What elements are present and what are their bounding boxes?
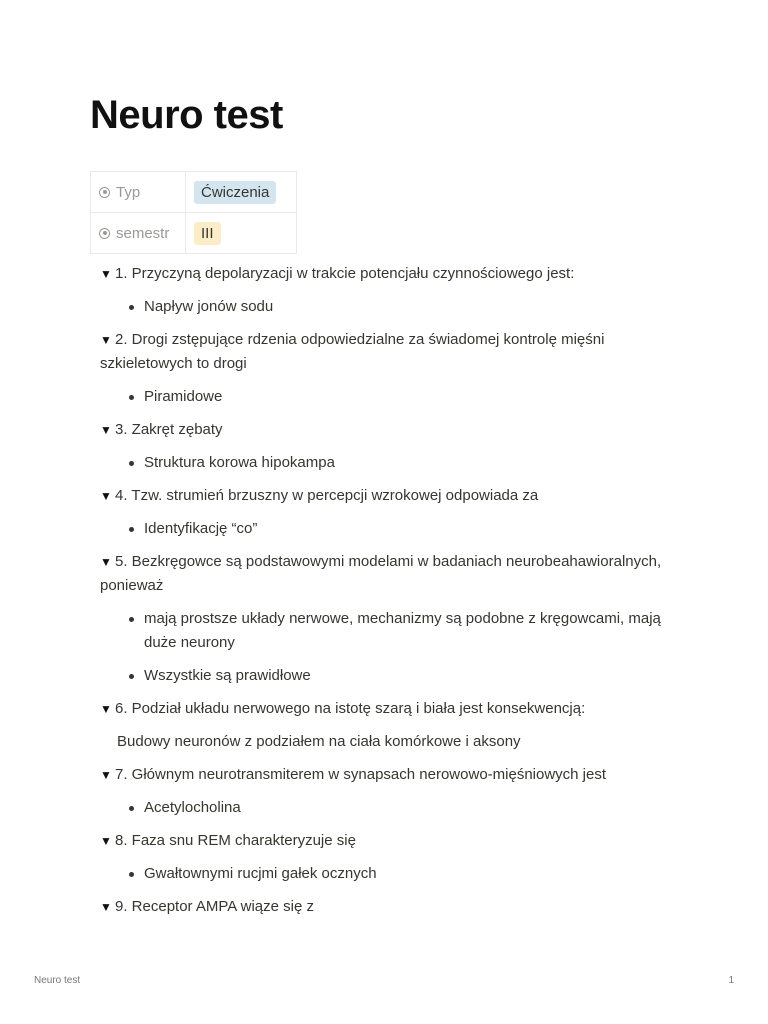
toggle-block bbox=[100, 895, 680, 919]
toggle-triangle-icon[interactable]: ▼ bbox=[100, 267, 112, 281]
list-item: Napływ jonów sodu bbox=[144, 295, 680, 319]
property-name: Typ bbox=[116, 183, 141, 201]
toggle-triangle-icon[interactable]: ▼ bbox=[100, 489, 112, 503]
footer-document-title: Neuro test bbox=[34, 975, 81, 986]
select-icon bbox=[99, 228, 110, 239]
toggle-triangle-icon[interactable]: ▼ bbox=[100, 900, 112, 914]
toggle-block bbox=[100, 262, 680, 319]
toggle-heading[interactable] bbox=[100, 262, 680, 286]
property-row-semestr[interactable] bbox=[91, 213, 297, 254]
property-value-cell[interactable] bbox=[186, 172, 297, 213]
answer-list bbox=[100, 517, 680, 541]
property-name-cell[interactable] bbox=[91, 213, 186, 254]
question-text: 5. Bezkręgowce są podstawowymi modelami w badaniach neurobeahawioralnych, ponieważ bbox=[100, 553, 662, 594]
tag-badge[interactable]: III bbox=[194, 222, 221, 245]
toggle-triangle-icon[interactable]: ▼ bbox=[100, 702, 112, 716]
list-item: Wszystkie są prawidłowe bbox=[144, 664, 680, 688]
toggle-block bbox=[100, 328, 680, 409]
question-text: 1. Przyczyną depolaryzacji w trakcie potencjału czynnościowego jest: bbox=[115, 265, 575, 282]
question-text: 3. Zakręt zębaty bbox=[115, 421, 223, 438]
question-text: 8. Faza snu REM charakteryzuje się bbox=[115, 832, 356, 849]
toggle-triangle-icon[interactable]: ▼ bbox=[100, 333, 112, 347]
answer-list bbox=[100, 862, 680, 886]
toggle-heading[interactable] bbox=[100, 550, 680, 598]
answer-list bbox=[100, 607, 680, 688]
page-title: Neuro test bbox=[90, 93, 283, 137]
list-item: mają prostsze układy nerwowe, mechanizmy są podobne z kręgowcami, mają duże neurony bbox=[144, 607, 680, 655]
question-text: 2. Drogi zstępujące rdzenia odpowiedzialne za świadomej kontrolę mięśni szkieletowych to drogi bbox=[100, 331, 605, 372]
question-text: 9. Receptor AMPA wiąze się z bbox=[115, 898, 314, 915]
list-item: Piramidowe bbox=[144, 385, 680, 409]
toggle-heading[interactable] bbox=[100, 697, 680, 721]
answer-list bbox=[100, 451, 680, 475]
list-item: Struktura korowa hipokampa bbox=[144, 451, 680, 475]
toggle-block bbox=[100, 550, 680, 688]
select-icon bbox=[99, 187, 110, 198]
question-text: 6. Podział układu nerwowego na istotę szarą i biała jest konsekwencją: bbox=[115, 700, 586, 717]
property-name-cell[interactable] bbox=[91, 172, 186, 213]
toggle-block bbox=[100, 763, 680, 820]
toggle-triangle-icon[interactable]: ▼ bbox=[100, 555, 112, 569]
toggle-block bbox=[100, 697, 680, 754]
answer-list bbox=[100, 295, 680, 319]
list-item: Acetylocholina bbox=[144, 796, 680, 820]
toggle-heading[interactable] bbox=[100, 328, 680, 376]
toggle-block bbox=[100, 484, 680, 541]
tag-badge[interactable]: Ćwiczenia bbox=[194, 181, 276, 204]
toggle-block bbox=[100, 418, 680, 475]
toggle-triangle-icon[interactable]: ▼ bbox=[100, 834, 112, 848]
answer-list bbox=[100, 385, 680, 409]
toggle-triangle-icon[interactable]: ▼ bbox=[100, 768, 112, 782]
list-item: Identyfikację “co” bbox=[144, 517, 680, 541]
question-text: 4. Tzw. strumień brzuszny w percepcji wzrokowej odpowiada za bbox=[115, 487, 539, 504]
toggle-heading[interactable] bbox=[100, 829, 680, 853]
toggle-heading[interactable] bbox=[100, 484, 680, 508]
toggle-heading[interactable] bbox=[100, 763, 680, 787]
property-row-typ[interactable] bbox=[91, 172, 297, 213]
property-name: semestr bbox=[116, 224, 170, 242]
toggle-block bbox=[100, 829, 680, 886]
property-value-cell[interactable] bbox=[186, 213, 297, 254]
footer-page-number: 1 bbox=[728, 975, 734, 986]
answer-text: Budowy neuronów z podziałem na ciała komórkowe i aksony bbox=[117, 733, 521, 750]
list-item: Gwałtownymi rucjmi gałek ocznych bbox=[144, 862, 680, 886]
properties-table bbox=[90, 171, 297, 254]
answer-list bbox=[100, 796, 680, 820]
toggle-heading[interactable] bbox=[100, 895, 680, 919]
toggle-list bbox=[100, 262, 680, 928]
question-text: 7. Głównym neurotransmiterem w synapsach nerowowo-mięśniowych jest bbox=[115, 766, 607, 783]
toggle-triangle-icon[interactable]: ▼ bbox=[100, 423, 112, 437]
toggle-heading[interactable] bbox=[100, 418, 680, 442]
